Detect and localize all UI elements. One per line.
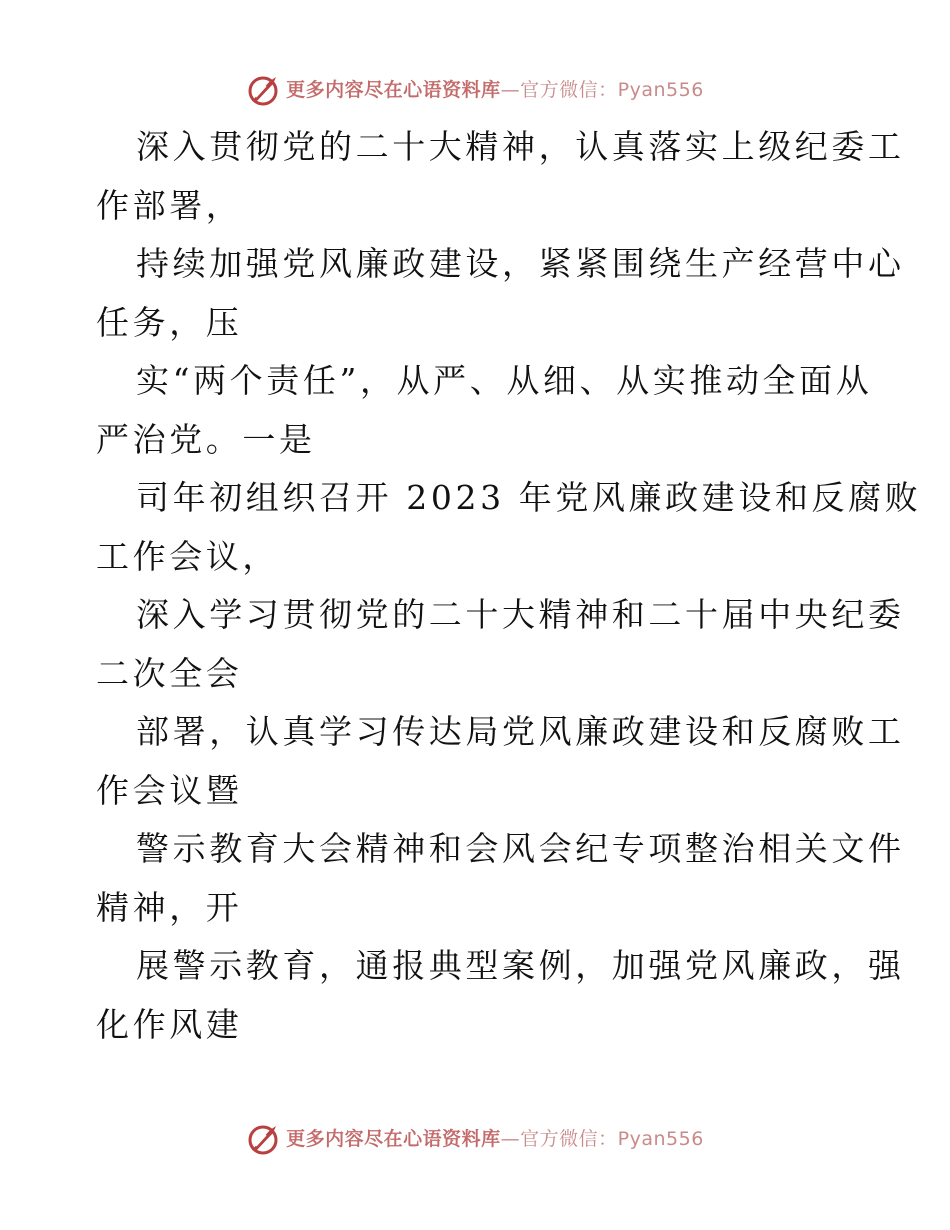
header-watermark (0, 70, 950, 110)
quill-pen-circle-icon (246, 1122, 280, 1156)
text-line: 化作风建 (96, 1004, 243, 1044)
header-separator: — (500, 78, 521, 101)
body-text (96, 118, 922, 1054)
text-line: 展警示教育，通报典型案例，加强党风廉政，强 (136, 946, 905, 985)
footer-watermark (0, 1119, 950, 1159)
header-contact: 官方微信：Pyan556 (520, 78, 704, 101)
text-line: 作会议暨 (96, 770, 243, 810)
footer-brand: 更多内容尽在心语资料库 (286, 1127, 501, 1150)
header-brand: 更多内容尽在心语资料库 (286, 78, 501, 101)
header-watermark-text (286, 78, 704, 101)
quill-pen-circle-icon (246, 73, 280, 107)
text-line: 实“两个责任”，从严、从细、从实推动全面从 (136, 361, 873, 400)
text-line: 部署，认真学习传达局党风廉政建设和反腐败工 (136, 712, 905, 751)
text-line: 持续加强党风廉政建设，紧紧围绕生产经营中心 (136, 244, 905, 283)
text-line: 工作会议， (96, 536, 279, 576)
text-line: 任务，压 (96, 302, 243, 342)
text-line: 严治党。一是 (96, 419, 316, 459)
text-line: 警示教育大会精神和会风会纪专项整治相关文件 (136, 829, 905, 868)
text-line: 司年初组织召开 2023 年党风廉政建设和反腐败 (136, 478, 922, 517)
text-line: 精神，开 (96, 887, 243, 927)
text-line: 作部署， (96, 185, 243, 225)
footer-contact: 官方微信：Pyan556 (520, 1127, 704, 1150)
footer-separator: — (500, 1127, 521, 1150)
text-line: 二次全会 (96, 653, 243, 693)
footer-watermark-text (286, 1127, 704, 1150)
text-line: 深入贯彻党的二十大精神，认真落实上级纪委工 (136, 127, 905, 166)
text-line: 深入学习贯彻党的二十大精神和二十届中央纪委 (136, 595, 905, 634)
